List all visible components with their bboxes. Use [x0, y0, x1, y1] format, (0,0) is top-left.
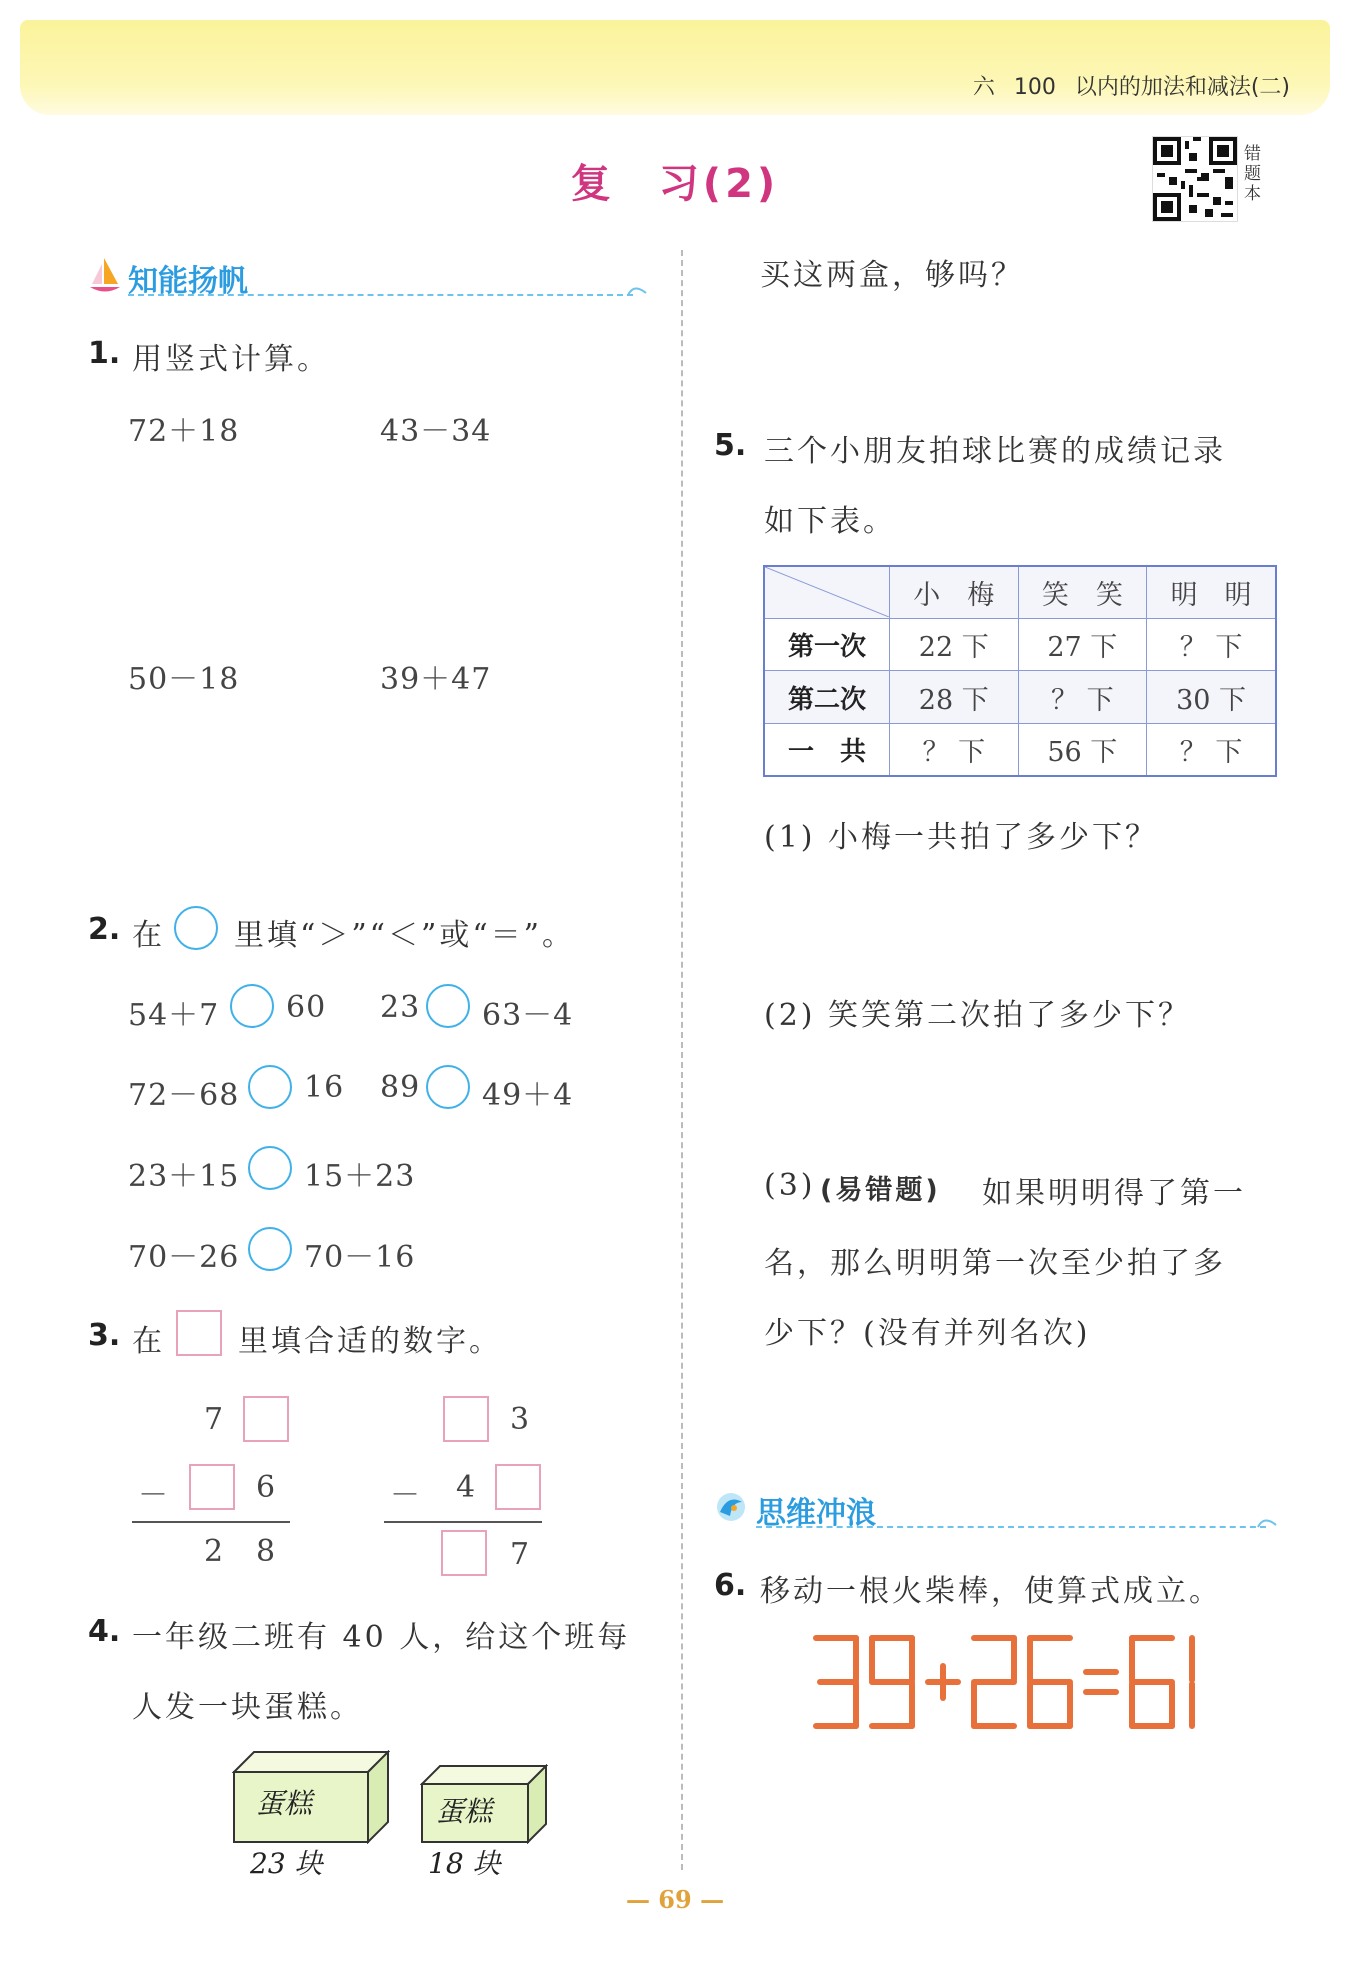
- sub-question: (1) 小梅一共拍了多少下？: [764, 820, 1159, 855]
- digit: 3: [510, 1402, 531, 1437]
- table-cell: 28 下: [890, 671, 1019, 723]
- digit-box[interactable]: [443, 1396, 489, 1442]
- sub-question: 名，那么明明第一次至少拍了多: [764, 1246, 1226, 1281]
- question-text-pre: 在: [132, 918, 165, 953]
- table-header: 小 梅: [890, 566, 1019, 619]
- digit: 7: [204, 1402, 225, 1437]
- question-text: 一年级二班有 40 人，给这个班每: [132, 1620, 631, 1655]
- table-cell: 56 下: [1018, 723, 1147, 776]
- minus-sign: －: [138, 1478, 169, 1513]
- question-text: 三个小朋友拍球比赛的成绩记录: [764, 434, 1226, 469]
- table-corner-cell: [764, 566, 890, 619]
- expression: 43－34: [380, 414, 492, 449]
- digit-box[interactable]: [189, 1464, 235, 1510]
- page-number-value: 69: [658, 1885, 692, 1914]
- digit: 2: [204, 1534, 225, 1569]
- table-cell: ？ 下: [1018, 671, 1147, 723]
- question-text-post: 里填合适的数字。: [238, 1324, 502, 1359]
- section-heading-siweichonglang: 思维冲浪: [756, 1496, 876, 1531]
- example-circle: [174, 906, 218, 950]
- expression: 70－26: [128, 1240, 240, 1275]
- expression: 89: [380, 1070, 421, 1105]
- expression: 70－16: [304, 1240, 416, 1275]
- error-prone-tag: (易错题): [820, 1175, 941, 1206]
- matchstick-equation: [812, 1634, 1226, 1734]
- table-header: 明 明: [1147, 566, 1276, 619]
- compare-circle[interactable]: [248, 1065, 292, 1109]
- digit-box[interactable]: [243, 1396, 289, 1442]
- page-number: — 69 —: [625, 1885, 725, 1914]
- expression: 72＋18: [128, 414, 240, 449]
- compare-circle[interactable]: [230, 984, 274, 1028]
- question-number: 3.: [88, 1318, 121, 1353]
- sub-question: (2) 笑笑第二次拍了多少下？: [764, 998, 1192, 1033]
- section-rule: [756, 1526, 1266, 1528]
- question-text: 买这两盒，够吗？: [760, 258, 1024, 293]
- page-title: 复 习(2): [570, 161, 780, 207]
- column-divider: [681, 250, 683, 1870]
- expression: 16: [304, 1070, 345, 1105]
- table-row: [764, 671, 1276, 723]
- score-table: [763, 565, 1277, 777]
- question-text: 移动一根火柴棒，使算式成立。: [760, 1574, 1222, 1609]
- sailboat-icon: [88, 256, 122, 300]
- minus-sign: －: [390, 1478, 421, 1513]
- cake-count: 18 块: [428, 1847, 501, 1880]
- expression: 23＋15: [128, 1159, 240, 1194]
- expression: 50－18: [128, 662, 240, 697]
- compare-circle[interactable]: [426, 984, 470, 1028]
- question-number: 2.: [88, 912, 121, 947]
- expression: 60: [286, 990, 327, 1025]
- compare-circle[interactable]: [426, 1065, 470, 1109]
- example-square: [176, 1310, 222, 1356]
- expression: 54＋7: [128, 998, 220, 1033]
- sub-question: 少下？(没有并列名次): [764, 1316, 1091, 1351]
- expression: 72－68: [128, 1078, 240, 1113]
- row-header: 第二次: [764, 671, 890, 723]
- section-heading-zhinengyangfan: 知能扬帆: [128, 264, 248, 299]
- qr-label: 错题本: [1244, 144, 1261, 204]
- sub-question: 如果明明得了第一: [982, 1176, 1246, 1211]
- wave-icon: [626, 281, 648, 303]
- expression: 63－4: [482, 998, 574, 1033]
- digit-box[interactable]: [441, 1530, 487, 1576]
- question-text: 如下表。: [764, 504, 896, 539]
- question-number: 5.: [714, 428, 747, 463]
- cake-count: 23 块: [250, 1847, 323, 1880]
- table-cell: 22 下: [890, 619, 1019, 671]
- expression: 23: [380, 990, 421, 1025]
- row-header: 第一次: [764, 619, 890, 671]
- cake-box-label: 蛋糕: [256, 1787, 313, 1820]
- table-header-row: [764, 566, 1276, 619]
- wave-surf-icon: [714, 1490, 748, 1528]
- sum-line: [132, 1521, 290, 1523]
- row-header: 一 共: [764, 723, 890, 776]
- table-cell: ？ 下: [1147, 723, 1276, 776]
- digit: 7: [510, 1537, 531, 1572]
- section-rule: [128, 294, 633, 296]
- expression: 15＋23: [304, 1159, 416, 1194]
- table-cell: 30 下: [1147, 671, 1276, 723]
- expression: 39＋47: [380, 662, 492, 697]
- sum-line: [384, 1521, 542, 1523]
- question-text-post: 里填“＞”“＜”或“＝”。: [234, 918, 576, 953]
- digit: 8: [256, 1534, 277, 1569]
- chapter-title: 六 100 以内的加法和减法(二): [972, 75, 1290, 100]
- table-cell: ？ 下: [890, 723, 1019, 776]
- compare-circle[interactable]: [248, 1227, 292, 1271]
- question-text: 用竖式计算。: [132, 342, 330, 377]
- table-row: [764, 619, 1276, 671]
- table-header: 笑 笑: [1018, 566, 1147, 619]
- table-row: [764, 723, 1276, 776]
- question-text: 人发一块蛋糕。: [132, 1690, 363, 1725]
- table-cell: 27 下: [1018, 619, 1147, 671]
- question-number: 1.: [88, 336, 121, 371]
- question-number: 4.: [88, 1614, 121, 1649]
- qr-code-icon[interactable]: [1152, 136, 1238, 222]
- table-cell: ？ 下: [1147, 619, 1276, 671]
- digit: 6: [256, 1470, 277, 1505]
- question-text-pre: 在: [132, 1324, 165, 1359]
- wave-icon: [1256, 1513, 1278, 1535]
- digit: 4: [456, 1470, 477, 1505]
- digit-box[interactable]: [495, 1464, 541, 1510]
- sub-question-number: (3): [764, 1168, 816, 1203]
- expression: 49＋4: [482, 1078, 574, 1113]
- question-number: 6.: [714, 1568, 747, 1603]
- cake-box-label: 蛋糕: [436, 1795, 493, 1828]
- compare-circle[interactable]: [248, 1146, 292, 1190]
